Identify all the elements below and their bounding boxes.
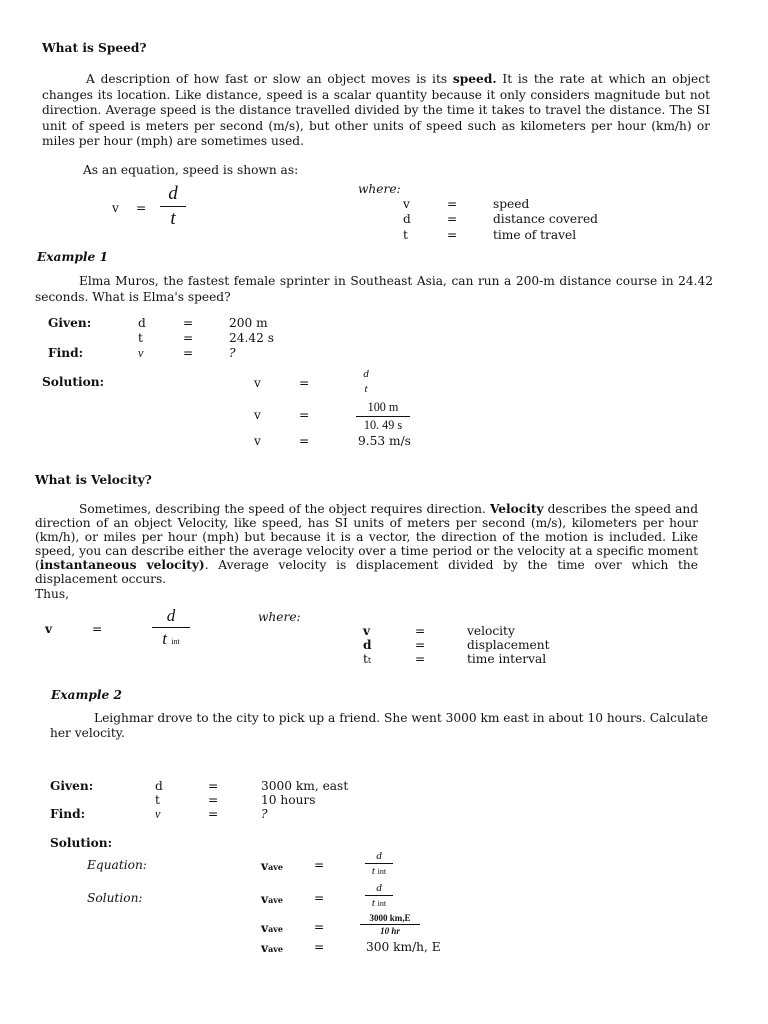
- solution-fraction: [365, 850, 393, 877]
- speed-eq-fraction: [160, 183, 186, 230]
- vave-symbol: [261, 941, 283, 955]
- denominator-subscript: int: [171, 637, 180, 646]
- solution-label: Solution:: [50, 836, 113, 850]
- def-symbol-letter: t: [363, 652, 368, 666]
- def-equals: =: [415, 652, 426, 666]
- def-symbol: v: [403, 197, 410, 211]
- def-symbol: d: [403, 212, 411, 226]
- vave-subscript: ave: [268, 895, 284, 905]
- fraction-denominator: 10. 49 s: [363, 418, 403, 432]
- given-equals: =: [183, 316, 194, 330]
- fraction-bar: [160, 206, 186, 207]
- def-equals: =: [415, 638, 426, 652]
- velocity-eq-numerator: d: [166, 606, 176, 625]
- solution-equals: =: [314, 891, 325, 905]
- fraction-numerator: 100 m: [367, 400, 399, 414]
- def-symbol: v: [363, 624, 371, 638]
- fraction-bar: [365, 863, 393, 864]
- def-description: time interval: [467, 652, 547, 666]
- def-symbol-subscript: t: [367, 656, 372, 665]
- solution-label: Solution:: [42, 375, 105, 389]
- denominator-subscript: int: [377, 899, 387, 908]
- given-equals: =: [183, 331, 194, 345]
- vave-symbol: [261, 859, 283, 873]
- fraction-denominator: [365, 897, 393, 909]
- def-description: speed: [493, 197, 530, 211]
- def-equals: =: [447, 212, 458, 226]
- fraction-bar: [152, 627, 190, 628]
- solution-fraction: [356, 400, 410, 433]
- def-description: velocity: [467, 624, 515, 638]
- vave-letter: v: [261, 859, 269, 873]
- given-value: 3000 km, east: [261, 779, 349, 793]
- velocity-para-text-2: describes the speed and direction of an object Velocity, like speed, has SI units of meters per second (m/s), kilometers per hour (km/h), or miles per hour (mph) but because it is a vector, the direction of the motion is included. Like speed, you can describe either the average velocity over a time period or the velocity at a specific moment (: [35, 502, 698, 573]
- speed-eq-lhs: v: [112, 201, 119, 215]
- example2-problem: Leighmar drove to the city to pick up a friend. She went 3000 km east in about 10 hours. Calculate her velocity.: [50, 711, 709, 740]
- speed-para-text-2: It is the rate at which an object changes its location. Like distance, speed is a scalar quantity because it only considers magnitude but not direction. Average speed is the distance travelled divided by the time it takes to travel the distance. The SI unit of speed is meters per second (m/s), but other units of speed such as kilometers per hour (km/h) or miles per hour (mph) are sometimes used.: [42, 72, 710, 149]
- solution-result: 300 km/h, E: [366, 940, 441, 954]
- solution-equals: =: [299, 376, 310, 390]
- vave-letter: v: [261, 941, 269, 955]
- speed-equation-intro: As an equation, speed is shown as:: [83, 163, 299, 177]
- example1-title: Example 1: [37, 250, 108, 264]
- speed-eq-equals: =: [136, 201, 147, 215]
- solution-sub-label: Solution:: [87, 891, 143, 905]
- example1-problem: Elma Muros, the fastest female sprinter in Southeast Asia, can run a 200-m distance course in 24.42 seconds. What is Elma's speed?: [35, 274, 713, 304]
- fraction-numerator: d: [376, 850, 382, 862]
- find-value: ?: [261, 807, 268, 821]
- given-label: Given:: [48, 316, 92, 330]
- fraction-numerator: d: [376, 882, 382, 894]
- fraction-numerator: 3000 km,E: [369, 913, 411, 923]
- speed-term: speed.: [452, 72, 497, 86]
- denominator-subscript: int: [377, 867, 387, 876]
- speed-eq-numerator: d: [168, 183, 178, 204]
- find-equals: =: [208, 807, 219, 821]
- given-symbol: t: [155, 793, 160, 807]
- def-symbol: d: [363, 638, 372, 652]
- def-description: time of travel: [493, 228, 577, 242]
- speed-paragraph: [42, 72, 710, 150]
- velocity-eq-fraction: [152, 606, 190, 649]
- solution-lhs: v: [254, 408, 261, 422]
- given-value: 10 hours: [261, 793, 316, 807]
- velocity-para-text-1: Sometimes, describing the speed of the object requires direction.: [79, 502, 490, 516]
- equation-label: Equation:: [87, 858, 147, 872]
- fraction-denominator: 10 hr: [380, 926, 400, 936]
- fraction-bar: [360, 924, 420, 925]
- solution-equals: =: [314, 858, 325, 872]
- def-symbol: t: [403, 228, 408, 242]
- vave-symbol: [261, 921, 283, 935]
- given-equals: =: [208, 779, 219, 793]
- solution-equals: =: [299, 408, 310, 422]
- find-value: ?: [229, 346, 236, 360]
- velocity-eq-lhs: v: [45, 622, 53, 636]
- fraction-bar: [365, 895, 393, 896]
- solution-lhs: v: [254, 434, 261, 448]
- velocity-where-label: where:: [258, 610, 301, 624]
- solution-equals: =: [314, 940, 325, 954]
- fraction-bar: [356, 416, 410, 417]
- def-equals: =: [415, 624, 426, 638]
- def-description: displacement: [467, 638, 550, 652]
- solution-equals: =: [299, 434, 310, 448]
- find-symbol: v: [155, 807, 161, 821]
- find-equals: =: [183, 346, 194, 360]
- fraction-numerator: d: [363, 368, 369, 380]
- velocity-eq-equals: =: [92, 622, 103, 636]
- vave-subscript: ave: [268, 924, 284, 934]
- velocity-paragraph: [35, 502, 698, 587]
- given-symbol: d: [155, 779, 163, 793]
- vave-letter: v: [261, 892, 269, 906]
- denominator-symbol: t: [162, 629, 168, 648]
- speed-heading: What is Speed?: [42, 41, 147, 55]
- velocity-para-text-3: . Average velocity is displacement divided by the time over which the displacement occurs.: [35, 558, 698, 587]
- instantaneous-velocity-term: instantaneous velocity): [39, 558, 205, 573]
- velocity-heading: What is Velocity?: [35, 473, 152, 487]
- fraction-denominator: t: [364, 383, 368, 395]
- solution-fraction: [360, 913, 420, 936]
- speed-eq-denominator: t: [170, 208, 176, 229]
- given-label: Given:: [50, 779, 94, 793]
- def-equals: =: [447, 228, 458, 242]
- thus-label: Thus,: [35, 587, 69, 601]
- velocity-term: Velocity: [489, 502, 544, 516]
- denominator-symbol: t: [371, 865, 375, 877]
- given-value: 200 m: [229, 316, 268, 330]
- def-symbol: [363, 652, 371, 666]
- solution-result: 9.53 m/s: [358, 434, 411, 448]
- def-equals: =: [447, 197, 458, 211]
- solution-fraction: [365, 882, 393, 909]
- find-label: Find:: [48, 346, 84, 360]
- solution-equals: =: [314, 920, 325, 934]
- find-label: Find:: [50, 807, 86, 821]
- given-value: 24.42 s: [229, 331, 275, 345]
- vave-letter: v: [261, 921, 269, 935]
- speed-para-text-1: A description of how fast or slow an object moves is its: [86, 72, 453, 86]
- def-description: distance covered: [493, 212, 598, 226]
- solution-lhs: v: [254, 376, 261, 390]
- given-symbol: t: [138, 331, 143, 345]
- given-equals: =: [208, 793, 219, 807]
- speed-where-label: where:: [358, 182, 401, 196]
- vave-subscript: ave: [268, 944, 284, 954]
- example2-title: Example 2: [51, 688, 122, 702]
- velocity-eq-denominator: [152, 629, 190, 649]
- vave-symbol: [261, 892, 283, 906]
- vave-subscript: ave: [268, 862, 284, 872]
- find-symbol: v: [138, 346, 144, 360]
- given-symbol: d: [138, 316, 146, 330]
- solution-fraction: [356, 368, 376, 395]
- denominator-symbol: t: [371, 897, 375, 909]
- fraction-denominator: [365, 865, 393, 877]
